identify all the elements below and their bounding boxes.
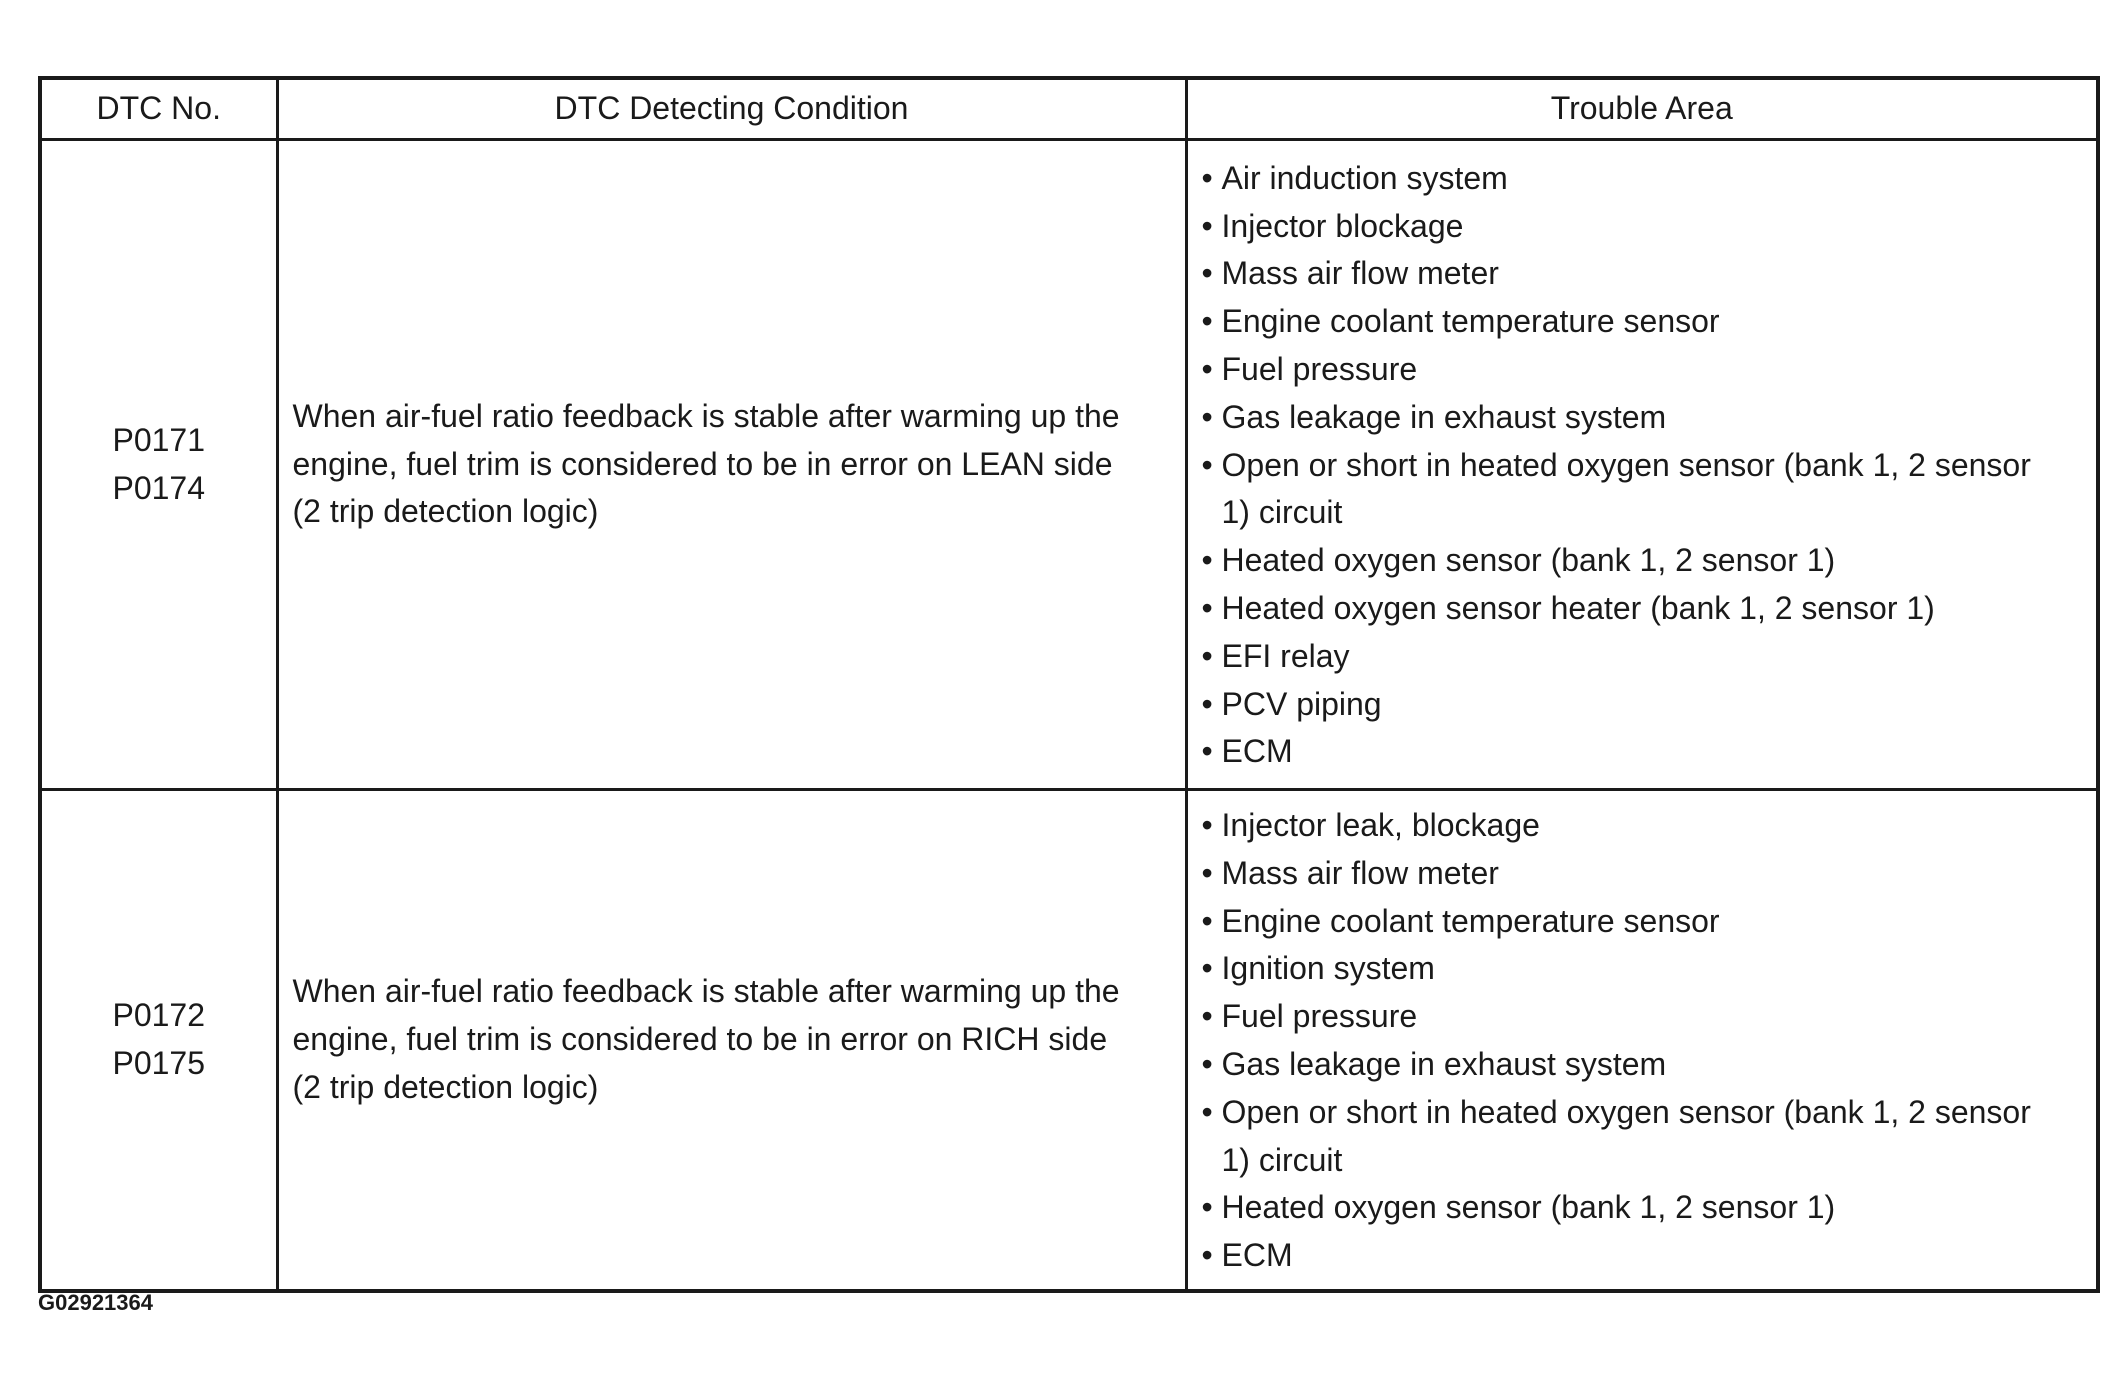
list-item bbox=[1202, 1041, 2097, 1089]
condition-line: engine, fuel trim is considered to be in error on LEAN side bbox=[292, 445, 1113, 482]
bullet-icon: • bbox=[1201, 854, 1213, 891]
list-item bbox=[1202, 945, 2097, 993]
trouble-area-text: Ignition system bbox=[1221, 950, 1435, 987]
figure-id: G02921364 bbox=[38, 1290, 153, 1315]
condition-line: When air-fuel ratio feedback is stable after warming up the bbox=[292, 973, 1120, 1010]
bullet-icon: • bbox=[1201, 398, 1213, 435]
bullet-icon: • bbox=[1201, 589, 1213, 626]
trouble-area-list bbox=[1202, 155, 2097, 776]
header-trouble-area: Trouble Area bbox=[1186, 78, 2098, 140]
condition-line: engine, fuel trim is considered to be in error on RICH side bbox=[292, 1021, 1108, 1058]
list-item bbox=[1202, 993, 2097, 1041]
dtc-code: P0175 bbox=[112, 1045, 206, 1081]
dtc-table bbox=[38, 76, 2100, 1293]
list-item bbox=[1202, 1184, 2097, 1232]
trouble-area-text: Mass air flow meter bbox=[1221, 854, 1499, 891]
list-item bbox=[1202, 537, 2097, 585]
trouble-area-list bbox=[1202, 802, 2097, 1280]
bullet-icon: • bbox=[1201, 1237, 1213, 1274]
list-item bbox=[1202, 442, 2097, 538]
list-item bbox=[1202, 728, 2097, 776]
dtc-code: P0174 bbox=[112, 469, 206, 506]
dtc-codes-cell bbox=[40, 790, 277, 1292]
trouble-area-text: Mass air flow meter bbox=[1221, 255, 1499, 292]
trouble-area-text: Fuel pressure bbox=[1221, 998, 1418, 1035]
bullet-icon: • bbox=[1201, 950, 1213, 987]
table-row bbox=[40, 790, 2098, 1292]
trouble-area-text: Engine coolant temperature sensor bbox=[1221, 303, 1720, 340]
bullet-icon: • bbox=[1201, 542, 1213, 579]
trouble-area-text: Injector leak, blockage bbox=[1221, 807, 1540, 844]
list-item bbox=[1202, 250, 2097, 298]
condition-line: When air-fuel ratio feedback is stable after warming up the bbox=[292, 397, 1120, 434]
header-dtc-no: DTC No. bbox=[40, 78, 277, 140]
dtc-code: P0171 bbox=[112, 421, 206, 458]
bullet-icon: • bbox=[1201, 902, 1213, 939]
trouble-area-text: Heated oxygen sensor heater (bank 1, 2 sensor 1) bbox=[1221, 589, 1935, 626]
trouble-area-text: EFI relay bbox=[1221, 637, 1350, 674]
trouble-area-text: Gas leakage in exhaust system bbox=[1221, 1046, 1667, 1082]
list-item bbox=[1202, 850, 2097, 898]
list-item bbox=[1202, 898, 2097, 946]
trouble-area-text: Heated oxygen sensor (bank 1, 2 sensor 1) bbox=[1221, 542, 1836, 579]
list-item bbox=[1202, 1089, 2097, 1185]
list-item bbox=[1202, 346, 2097, 394]
trouble-area-text: PCV piping bbox=[1221, 685, 1382, 722]
bullet-icon: • bbox=[1201, 351, 1213, 387]
trouble-area-cell bbox=[1186, 790, 2098, 1292]
bullet-icon: • bbox=[1201, 1046, 1213, 1082]
bullet-icon: • bbox=[1201, 1189, 1213, 1226]
bullet-icon: • bbox=[1201, 807, 1213, 844]
list-item bbox=[1202, 1232, 2097, 1280]
condition-line: (2 trip detection logic) bbox=[292, 1068, 599, 1105]
header-detecting-condition: DTC Detecting Condition bbox=[277, 78, 1186, 140]
list-item bbox=[1202, 802, 2097, 850]
trouble-area-text: Engine coolant temperature sensor bbox=[1221, 902, 1720, 939]
list-item bbox=[1202, 585, 2097, 633]
condition-line: (2 trip detection logic) bbox=[292, 493, 599, 530]
dtc-codes-cell bbox=[40, 140, 277, 790]
trouble-area-text: Heated oxygen sensor (bank 1, 2 sensor 1) bbox=[1221, 1189, 1836, 1226]
bullet-icon: • bbox=[1201, 637, 1213, 674]
trouble-area-text: Fuel pressure bbox=[1221, 351, 1418, 387]
list-item bbox=[1202, 633, 2097, 681]
bullet-icon: • bbox=[1201, 159, 1213, 196]
bullet-icon: • bbox=[1201, 733, 1213, 770]
detecting-condition-cell bbox=[277, 140, 1186, 790]
bullet-icon: • bbox=[1201, 1093, 1213, 1130]
bullet-icon: • bbox=[1201, 685, 1213, 722]
bullet-icon: • bbox=[1201, 446, 1213, 483]
trouble-area-text: Open or short in heated oxygen sensor (bank 1, 2 sensor 1) circuit bbox=[1221, 1093, 2031, 1178]
header-row bbox=[40, 78, 2098, 140]
bullet-icon: • bbox=[1201, 207, 1213, 244]
bullet-icon: • bbox=[1201, 255, 1213, 292]
list-item bbox=[1202, 394, 2097, 442]
bullet-icon: • bbox=[1201, 998, 1213, 1035]
list-item bbox=[1202, 681, 2097, 729]
bullet-icon: • bbox=[1201, 303, 1213, 340]
trouble-area-text: Air induction system bbox=[1221, 159, 1508, 196]
list-item bbox=[1202, 203, 2097, 251]
trouble-area-cell bbox=[1186, 140, 2098, 790]
trouble-area-text: Open or short in heated oxygen sensor (bank 1, 2 sensor 1) circuit bbox=[1221, 446, 2031, 531]
trouble-area-text: Injector blockage bbox=[1221, 207, 1464, 244]
trouble-area-text: ECM bbox=[1221, 733, 1293, 770]
table-row bbox=[40, 140, 2098, 790]
dtc-code: P0172 bbox=[112, 997, 206, 1034]
list-item bbox=[1202, 155, 2097, 203]
trouble-area-text: ECM bbox=[1221, 1237, 1293, 1274]
detecting-condition-cell bbox=[277, 790, 1186, 1292]
list-item bbox=[1202, 298, 2097, 346]
trouble-area-text: Gas leakage in exhaust system bbox=[1221, 398, 1667, 435]
